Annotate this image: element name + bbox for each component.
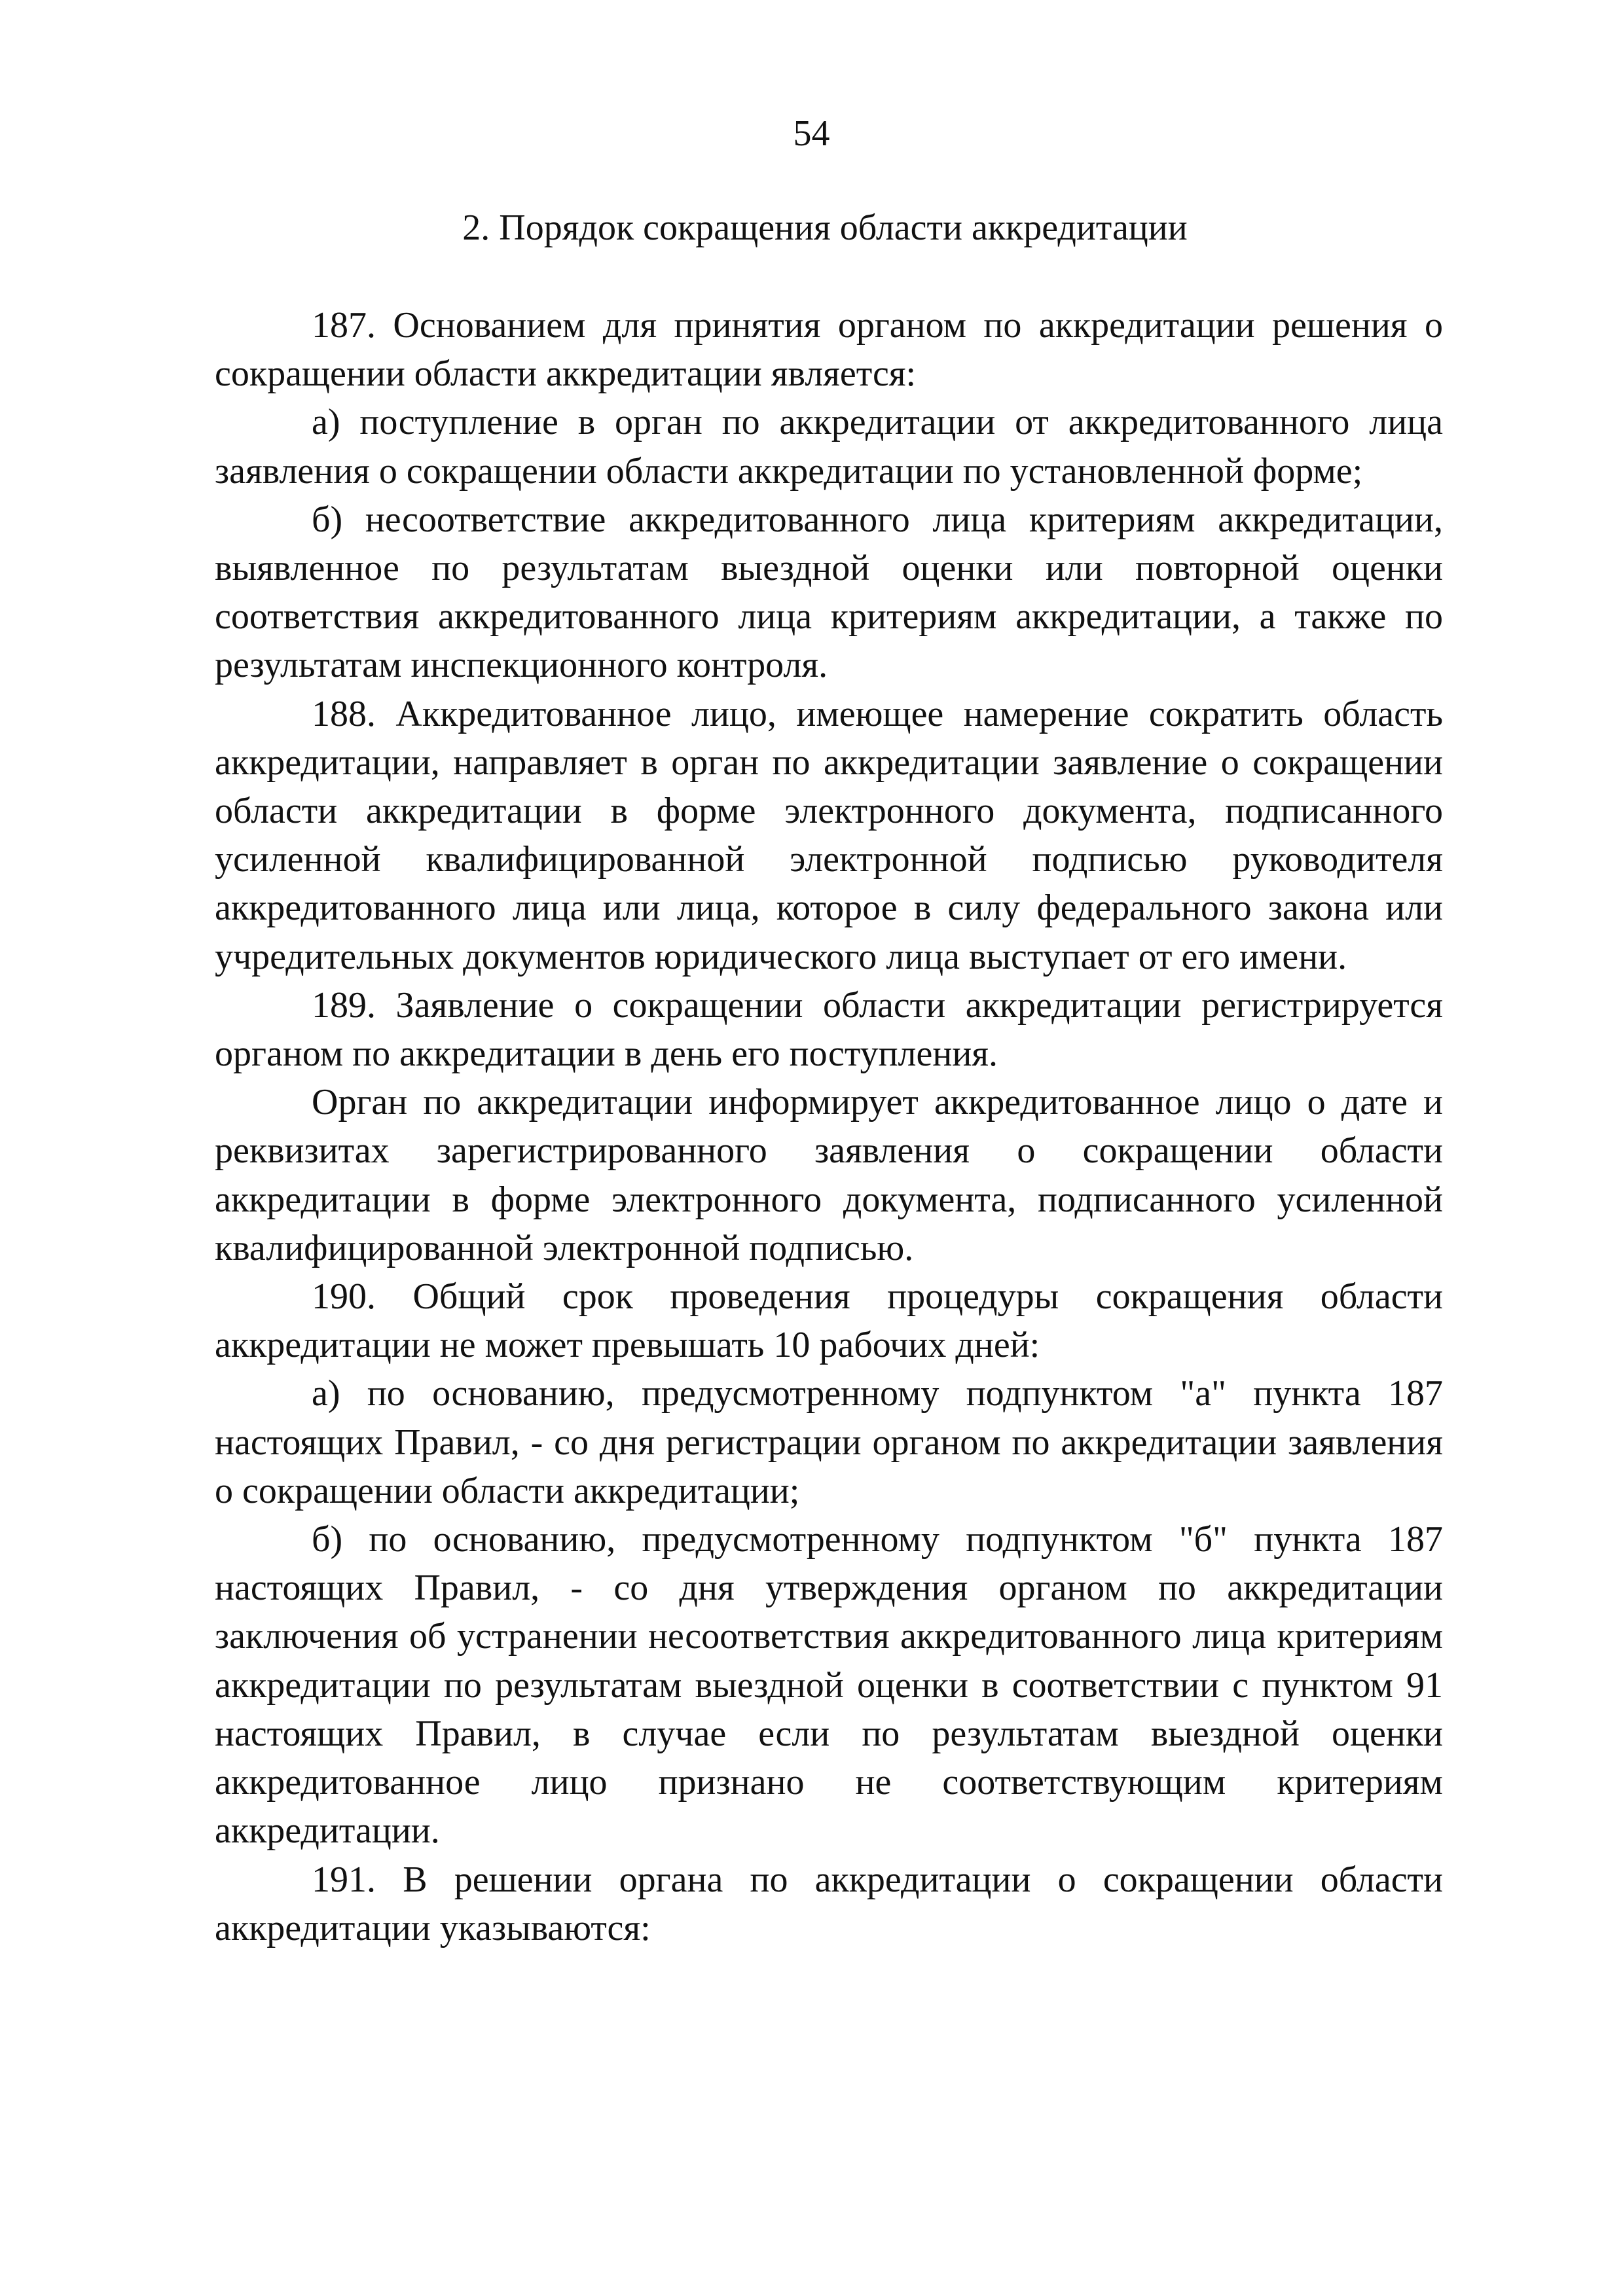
- paragraph-187-b: б) несоответствие аккредитованного лица критериям аккредитации, выявленное по результатам выездной оценки или повторной оценки соответствия аккредитованного лица критериям аккредитации, а также по результатам инспекционного контроля.: [215, 499, 1443, 686]
- paragraph-190-b: б) по основанию, предусмотренному подпунктом "б" пункта 187 настоящих Правил, - со дня утверждения органом по аккредитации заключения об устранении несоответствия аккредитованного лица критериям аккредитации по результатам выездной оценки в соответствии с пунктом 91 настоящих Правил, в случае если по результатам выездной оценки аккредитованное лицо признано не соответствующим критериям аккредитации.: [215, 1519, 1443, 1852]
- paragraph-187: 187. Основанием для принятия органом по аккредитации решения о сокращении области аккредитации является:: [215, 305, 1443, 395]
- section-title: 2. Порядок сокращения области аккредитации: [462, 207, 1188, 248]
- paragraph-189: 189. Заявление о сокращении области аккредитации регистрируется органом по аккредитации в день его поступления.: [215, 984, 1443, 1075]
- page-number: 54: [793, 113, 830, 154]
- paragraph-191: 191. В решении органа по аккредитации о сокращении области аккредитации указываются:: [215, 1859, 1443, 1948]
- paragraph-188: 188. Аккредитованное лицо, имеющее намерение сократить область аккредитации, направляет в орган по аккредитации заявление о сокращении области аккредитации в форме электронного документа, подписанного усиленной квалифицированной электронной подписью руководителя аккредитованного лица или лица, которое в силу федерального закона или учредительных документов юридического лица выступает от его имени.: [215, 693, 1443, 977]
- paragraph-189-info: Орган по аккредитации информирует аккредитованное лицо о дате и реквизитах зарегистрированного заявления о сокращении области аккредитации в форме электронного документа, подписанного усиленной квалифицированной электронной подписью.: [215, 1082, 1443, 1268]
- paragraph-187-a: а) поступление в орган по аккредитации от аккредитованного лица заявления о сокращении области аккредитации по установленной форме;: [215, 402, 1443, 492]
- paragraph-190: 190. Общий срок проведения процедуры сокращения области аккредитации не может превышать 10 рабочих дней:: [215, 1276, 1443, 1366]
- document-body: [215, 301, 1443, 1952]
- paragraph-190-a: а) по основанию, предусмотренному подпунктом "а" пункта 187 настоящих Правил, - со дня регистрации органом по аккредитации заявления о сокращении области аккредитации;: [215, 1373, 1443, 1511]
